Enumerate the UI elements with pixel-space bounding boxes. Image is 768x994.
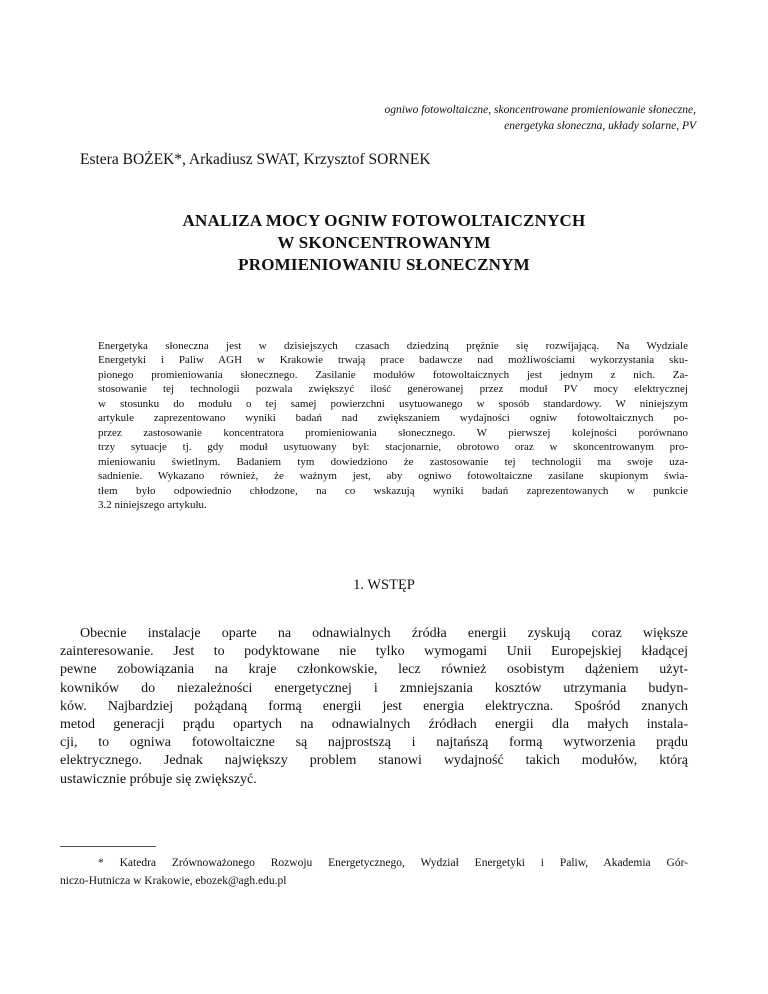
- abstract-text-line: przez zastosowanie koncentratora promieniowania słonecznego. W pierwszej kolejności porównano: [98, 426, 688, 439]
- footnote-divider: [60, 846, 156, 847]
- abstract-text: [98, 339, 688, 512]
- abstract-text-line: tłem było odpowiednio chłodzone, na co wskazują wyniki badań zaprezentowanych w punkcie: [98, 484, 688, 497]
- abstract-text-line: Energetyka słoneczna jest w dzisiejszych czasach dziedziną prężnie się rozwijającą. Na Wydziale: [98, 340, 688, 352]
- abstract-text-line: mieniowaniu świetlnym. Badaniem tym dowiedziono że zastosowanie tej technologii ma swoje uza-: [98, 455, 688, 468]
- abstract-text-line: stosowanie tej technologii pozwala zwiększyć ilość generowanej przez moduł PV mocy elektrycznej: [98, 383, 688, 396]
- intro-paragraph-line: elektrycznego. Jednak największy problem stanowi wydajność takich modułów, którą: [60, 753, 688, 769]
- keywords-block-line: energetyka słoneczna, układy solarne, PV: [504, 119, 696, 132]
- footnote-text-line: niczo-Hutnicza w Krakowie, ebozek@agh.edu.pl: [60, 874, 287, 887]
- intro-paragraph-line: ków. Najbardziej pożądaną formą energii jest energia elektryczna. Spośród znanych: [60, 698, 688, 714]
- intro-paragraph-line: zainteresowanie. Jest to podyktowane nie tylko wymogami Unii Europejskiej kładącej: [60, 644, 688, 660]
- keywords-block-line: ogniwo fotowoltaiczne, skoncentrowane promieniowanie słoneczne,: [384, 104, 696, 116]
- abstract-text-line: sadnienie. Wykazano również, że ważnym jest, aby ogniwo fotowoltaiczne zasilane skupionym świa-: [98, 470, 688, 483]
- abstract-text-line: artykule zaprezentowano wyniki badań nad zwiększaniem wydajności ogniw fotowoltaicznych po-: [98, 412, 688, 425]
- abstract-text-line: pionego promieniowania słonecznego. Zasilanie modułów fotowoltaicznych jest jednym z nich. Za-: [98, 368, 688, 381]
- intro-paragraph-line: metod generacji prądu opartych na odnawialnych źródłach energii dla małych instala-: [60, 717, 688, 733]
- footnote-text-line: * Katedra Zrównoważonego Rozwoju Energetycznego, Wydział Energetyki i Paliw, Akademia Gór-: [98, 857, 688, 869]
- abstract-text-line: Energetyki i Paliw AGH w Krakowie trwają prace badawcze nad możliwościami wykorzystania sku-: [98, 354, 688, 367]
- intro-paragraph-line: ustawicznie próbuje się zwiększyć.: [60, 771, 257, 787]
- abstract-text-line: w stosunku do modułu o tej samej powierzchni usytuowanego w sposób standardowy. W niniejszym: [98, 397, 688, 410]
- abstract-text-line: 3.2 niniejszego artykułu.: [98, 498, 207, 511]
- footnote-text: [60, 855, 688, 890]
- paper-title-line: W SKONCENTROWANYM: [277, 233, 491, 252]
- abstract-text-line: trzy sytuacje tj. gdy moduł usytuowany był: stacjonarnie, obrotowo oraz w skoncentrowanym pro-: [98, 441, 688, 454]
- intro-paragraph-line: cji, to ogniwa fotowoltaiczne są najprostszą i najtańszą formą wytworzenia prądu: [60, 735, 688, 751]
- paper-title-line: ANALIZA MOCY OGNIW FOTOWOLTAICZNYCH: [182, 211, 586, 230]
- intro-paragraph-line: Obecnie instalacje oparte na odnawialnych źródła energii zyskują coraz większe: [80, 626, 688, 641]
- section-heading-wstep: 1. WSTĘP: [353, 577, 415, 593]
- intro-paragraph-line: pewne zobowiązania na kraje członkowskie, lecz również osobistym dążeniem użyt-: [60, 662, 688, 678]
- authors-line: Estera BOŻEK*, Arkadiusz SWAT, Krzysztof SORNEK: [80, 151, 431, 168]
- paper-title: [60, 210, 708, 276]
- paper-title-line: PROMIENIOWANIU SŁONECZNYM: [238, 255, 530, 274]
- intro-paragraph-line: kowników do niezależności energetycznej i zmniejszania kosztów utrzymania budyn-: [60, 680, 688, 696]
- intro-paragraph: [60, 625, 688, 789]
- keywords-block: [256, 103, 696, 134]
